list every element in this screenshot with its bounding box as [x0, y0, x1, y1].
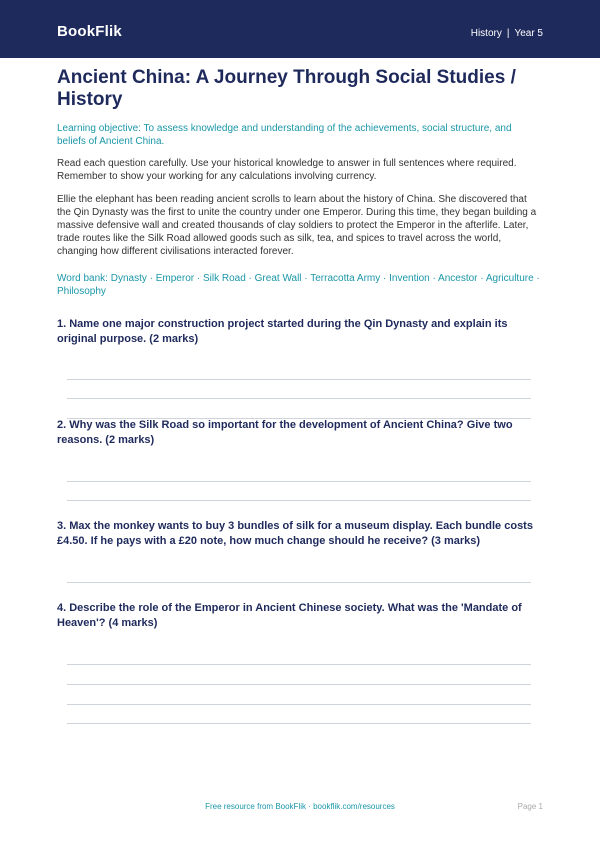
story-text: Ellie the elephant has been reading ancient scrolls to learn about the history of China. She discovered that the Qin Dynasty was the first to unite the country under one Emperor. During this time, they began building a massive defensive wall and created thousands of clay soldiers to protect the Emperor in the afterlife. Later, trade routes like the Silk Road allowed goods such as silk, tea, and spices to travel across the world, changing how different civilisations interacted forever. — [57, 194, 537, 257]
answer-line[interactable] — [67, 723, 531, 724]
answer-line[interactable] — [67, 704, 531, 705]
question-1: 1. Name one major construction project started during the Qin Dynasty and explain its original purpose. (2 marks) — [57, 318, 508, 345]
footer-credit[interactable]: Free resource from BookFlik · bookflik.com/resources — [205, 802, 395, 811]
question-3: 3. Max the monkey wants to buy 3 bundles of silk for a museum display. Each bundle costs £4.50. If he pays with a £20 note, how much change should he receive? (3 marks) — [57, 520, 533, 547]
meta-separator: | — [506, 28, 510, 39]
instructions-text: Read each question carefully. Use your historical knowledge to answer in full sentences where required. Remember to show your working for any calculations involving currency. — [57, 158, 517, 182]
year-label: Year 5 — [514, 28, 543, 39]
page-title: Ancient China: A Journey Through Social Studies / History — [57, 67, 516, 110]
header-bar — [0, 0, 600, 58]
header-meta — [471, 28, 543, 39]
answer-line[interactable] — [67, 684, 531, 685]
answer-line[interactable] — [67, 481, 531, 482]
answer-line[interactable] — [67, 664, 531, 665]
page-number: Page 1 — [517, 802, 543, 811]
answer-line[interactable] — [67, 379, 531, 380]
answer-line[interactable] — [67, 398, 531, 399]
question-2: 2. Why was the Silk Road so important for the development of Ancient China? Give two reasons. (2 marks) — [57, 419, 513, 446]
brand-logo: BookFlik — [57, 23, 122, 40]
subject-label: History — [470, 28, 502, 39]
word-bank: Word bank: Dynasty · Emperor · Silk Road · Great Wall · Terracotta Army · Invention · Ancestor · Agriculture · Philosophy — [57, 273, 540, 297]
answer-line[interactable] — [67, 500, 531, 501]
question-4: 4. Describe the role of the Emperor in Ancient Chinese society. What was the 'Mandate of Heaven'? (4 marks) — [57, 602, 522, 629]
learning-objective: Learning objective: To assess knowledge and understanding of the achievements, social structure, and beliefs of Ancient China. — [57, 123, 512, 147]
answer-line[interactable] — [67, 582, 531, 583]
